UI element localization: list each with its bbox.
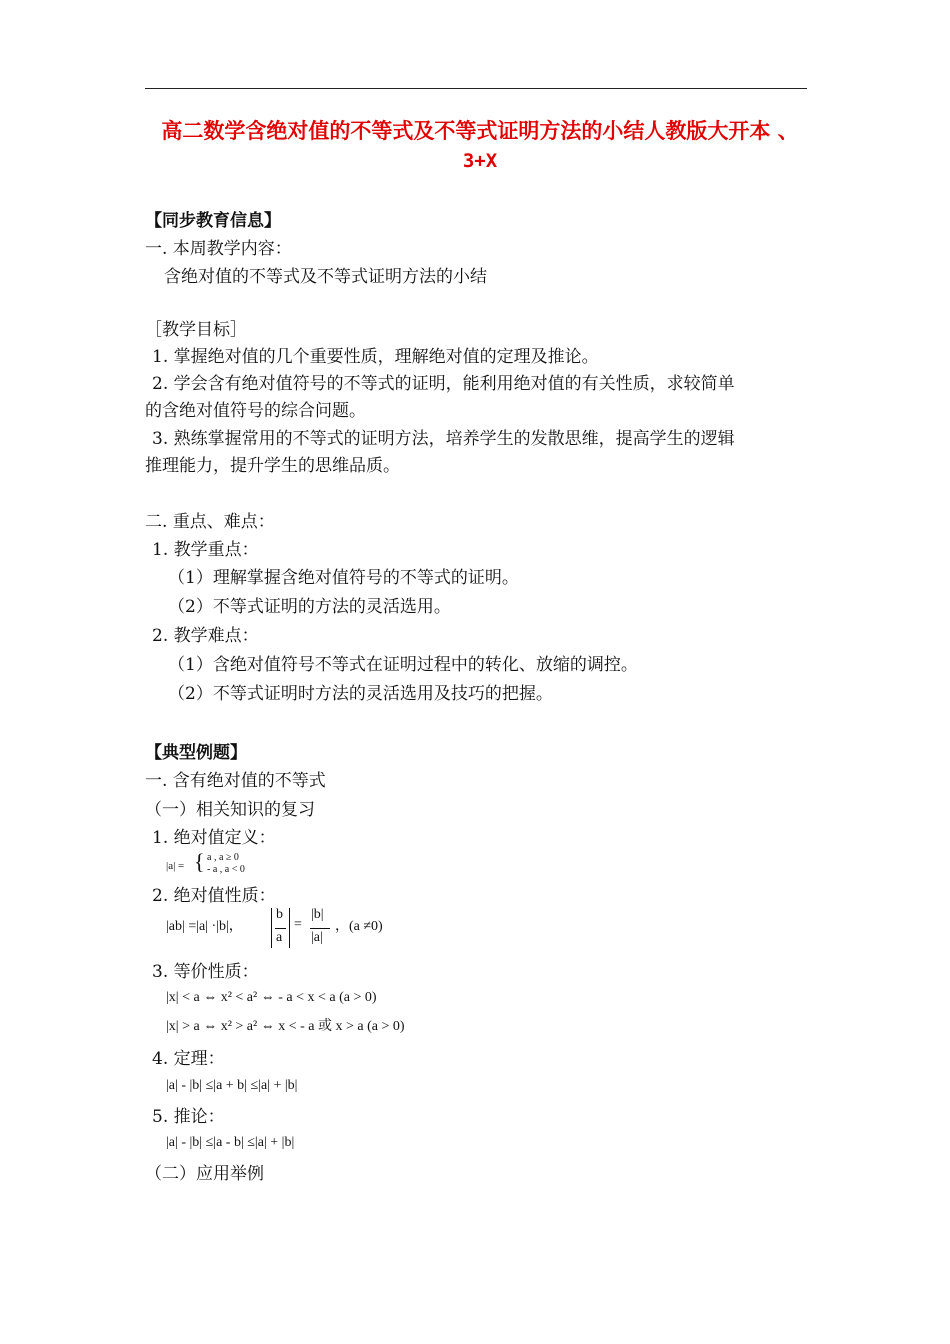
prop-eq: = [294, 917, 302, 932]
theorem-heading: 4. 定理： [152, 1049, 225, 1069]
header-rule [145, 88, 807, 89]
abs-bar-left [271, 908, 272, 948]
frac-line-2 [310, 928, 330, 929]
goal-3-line-2: 推理能力，提升学生的思维品质。 [145, 456, 400, 476]
prop-frac-den: a [276, 930, 283, 945]
title-line-1: 高二数学含绝对值的不等式及不等式证明方法的小结人教版大开本 、 [161, 118, 799, 143]
theorem-formula: |a| - |b| ≤|a + b| ≤|a| + |b| [166, 1078, 298, 1093]
corollary-formula: |a| - |b| ≤|a - b| ≤|a| + |b| [166, 1135, 295, 1150]
goal-2-line-1: 2. 学会含有绝对值符号的不等式的证明，能利用绝对值的有关性质，求较简单 [152, 374, 735, 394]
abs-bar-right [289, 908, 290, 948]
equivalence-heading: 3. 等价性质： [152, 962, 259, 982]
abs-inequality-heading: 一. 含有绝对值的不等式 [145, 771, 326, 791]
topic-text: 含绝对值的不等式及不等式证明方法的小结 [164, 267, 487, 287]
definition-heading: 1. 绝对值定义： [152, 828, 276, 848]
week-content-heading: 一. 本周教学内容： [145, 239, 292, 259]
difficulty-1: （1）含绝对值符号不等式在证明过程中的转化、放缩的调控。 [168, 655, 638, 675]
properties-heading: 2. 绝对值性质： [152, 886, 276, 906]
frac-line-1 [275, 928, 286, 929]
prop-frac2-num: |b| [311, 907, 324, 922]
equivalence-2: |x| > a ⇔ x² > a² ⇔ x < - a 或 x > a (a > 0) [166, 1019, 405, 1034]
goals-heading: ［教学目标］ [145, 320, 247, 340]
document-title [140, 116, 820, 176]
title-line-2: 3+X [462, 150, 498, 172]
def-lhs: |a| = [166, 860, 185, 872]
goal-1: 1. 掌握绝对值的几个重要性质，理解绝对值的定理及推论。 [152, 347, 599, 367]
difficulty-2: （2）不等式证明时方法的灵活选用及技巧的把握。 [168, 684, 553, 704]
key-focus-1: （1）理解掌握含绝对值符号的不等式的证明。 [168, 568, 519, 588]
prop-frac2-den: |a| [311, 930, 323, 945]
equivalence-1: |x| < a ⇔ x² < a² ⇔ - a < x < a (a > 0) [166, 990, 377, 1005]
goal-3-line-1: 3. 熟练掌握常用的不等式的证明方法，培养学生的发散思维，提高学生的逻辑 [152, 429, 735, 449]
prop-frac-num: b [276, 907, 283, 922]
def-case-1: a , a ≥ 0 [207, 852, 239, 863]
key-focus-2: （2）不等式证明的方法的灵活选用。 [168, 597, 451, 617]
prop-condition: ，(a ≠0) [335, 919, 383, 934]
key-focus-heading: 1. 教学重点： [152, 540, 259, 560]
examples-heading: 【典型例题】 [145, 743, 247, 763]
section-sync-info: 【同步教育信息】 [145, 211, 281, 231]
difficulty-heading: 2. 教学难点： [152, 626, 259, 646]
prop-product: |ab| =|a| ·|b|， [166, 919, 243, 934]
knowledge-review-heading: （一）相关知识的复习 [145, 800, 315, 820]
def-case-2: - a , a < 0 [207, 864, 245, 875]
corollary-heading: 5. 推论： [152, 1107, 225, 1127]
goal-2-line-2: 的含绝对值符号的综合问题。 [145, 401, 366, 421]
keypoints-heading: 二. 重点、难点： [145, 512, 275, 532]
application-heading: （二）应用举例 [145, 1164, 264, 1184]
def-brace: { [194, 849, 205, 874]
